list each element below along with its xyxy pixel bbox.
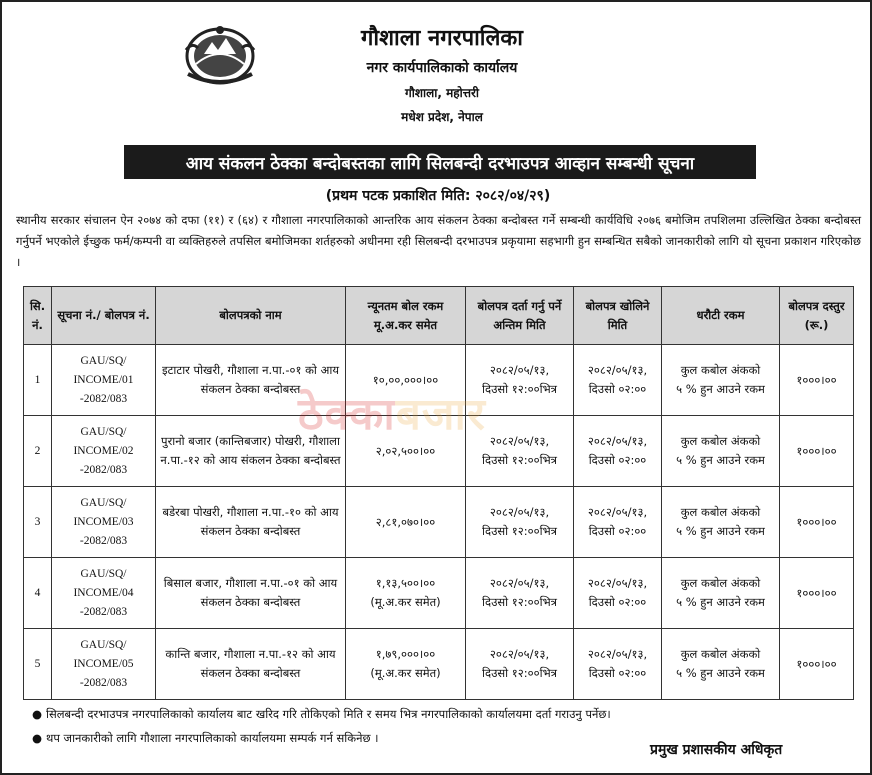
code-line: -2082/083 (79, 392, 128, 405)
deadline-line: २०८२/०५/१३, (489, 363, 550, 377)
table-row (24, 416, 854, 487)
office-name: नगर कार्यपालिकाको कार्यालय (366, 60, 518, 76)
min-bid-line: १,१३,५००।०० (375, 576, 436, 590)
cell-min-bid (346, 345, 466, 416)
header-name: बोलपत्रको नाम (156, 287, 346, 345)
office-address: गौशाला, महोत्तरी (404, 86, 480, 100)
deposit-line: कुल कबोल अंकको (680, 647, 761, 661)
bullet-item (32, 702, 852, 726)
deposit-line: ५ % हुन आउने रकम (676, 595, 765, 609)
min-bid-line: १,७९,०००।०० (375, 647, 436, 661)
header-code: सूचना नं./ बोलपत्र नं. (52, 287, 156, 345)
opening-line: दिउसो ०२:०० (588, 666, 647, 680)
cell-min-bid (346, 558, 466, 629)
cell-code (52, 558, 156, 629)
cell-opening (574, 558, 662, 629)
table-row (24, 558, 854, 629)
cell-sn: 5 (24, 629, 52, 700)
cell-fee: १०००।०० (780, 345, 854, 416)
code-line: INCOME/05 (73, 657, 134, 670)
publish-date: (प्रथम पटक प्रकाशित मिति: २०८२/०४/२९) (325, 188, 551, 204)
cell-opening (574, 416, 662, 487)
deadline-line: दिउसो १२:००भित्र (482, 524, 557, 538)
cell-name: कान्ति बजार, गौशाला न.पा.-१२ को आय संकलन ठेक्का बन्दोबस्त (156, 629, 346, 700)
code-line: INCOME/03 (73, 515, 134, 528)
opening-line: २०८२/०५/१३, (587, 505, 648, 519)
table-row (24, 345, 854, 416)
signature-title: प्रमुख प्रशासकीय अधिकृत (650, 742, 783, 758)
cell-deposit (662, 558, 780, 629)
code-line: -2082/083 (79, 463, 128, 476)
office-province: मधेश प्रदेश, नेपाल (401, 110, 483, 124)
cell-name: बडेरबा पोखरी, गौशाला न.पा.-१० को आय संकलन ठेक्का बन्दोबस्त (156, 487, 346, 558)
deadline-line: दिउसो १२:००भित्र (482, 382, 557, 396)
min-bid-line: १०,००,०००।०० (372, 372, 439, 387)
tender-table (23, 286, 854, 700)
intro-paragraph: स्थानीय सरकार संचालन ऐन २०७४ को दफा (११) र (६४) र गौशाला नगरपालिकाको आन्तरिक आय संकलन ठेक्का बन्दोबस्त गर्ने सम्बन्धी कार्यविधि २०७६ बमोजिम तपशिलमा उल्लिखित ठेक्का बन्दोबस्त गर्नुपर्ने भएकोले ईच्छुक फर्म/कम्पनी वा व्यक्तिहरुले तपसिल बमोजिमका शर्तहरुको अधीनमा रही सिलबन्दी दरभाउपत्र प्रकृयामा सहभागी हुन सम्बन्धित सबैको जानकारीको लागि यो सूचना प्रकाशन गरिएकोछ । (16, 213, 861, 269)
opening-line: २०८२/०५/१३, (587, 576, 648, 590)
deposit-line: कुल कबोल अंकको (680, 576, 761, 590)
deadline-line: दिउसो १२:००भित्र (482, 595, 557, 609)
opening-line: २०८२/०५/१३, (587, 363, 648, 377)
opening-line: दिउसो ०२:०० (588, 453, 647, 467)
cell-opening (574, 629, 662, 700)
municipality-name: गौशाला नगरपालिका (360, 26, 523, 51)
cell-deposit (662, 629, 780, 700)
opening-line: दिउसो ०२:०० (588, 382, 647, 396)
cell-sn: 2 (24, 416, 52, 487)
cell-name: पुरानो बजार (कान्तिबजार) पोखरी, गौशाला न.पा.-१२ को आय संकलन ठेक्का बन्दोबस्त (156, 416, 346, 487)
code-line: INCOME/01 (73, 373, 134, 386)
cell-name: बिसाल बजार, गौशाला न.पा.-०१ को आय संकलन ठेक्का बन्दोबस्त (156, 558, 346, 629)
cell-deadline (466, 416, 574, 487)
cell-min-bid (346, 487, 466, 558)
code-line: GAU/SQ/ (80, 425, 127, 438)
min-bid-line: २,८१,०७०।०० (375, 514, 436, 529)
min-bid-line: (मू.अ.कर समेत) (370, 666, 441, 680)
cell-code (52, 416, 156, 487)
cell-deadline (466, 558, 574, 629)
code-line: GAU/SQ/ (80, 354, 127, 367)
code-line: GAU/SQ/ (80, 496, 127, 509)
header-sn: सि. नं. (24, 287, 52, 345)
notice-title: आय संकलन ठेक्का बन्दोबस्तका लागि सिलबन्दी दरभाउपत्र आव्हान सम्बन्धी सूचना (124, 145, 756, 179)
header-min-bid: न्यूनतम बोल रकम मू.अ.कर समेत (346, 287, 466, 345)
cell-min-bid (346, 416, 466, 487)
cell-name: इटाटार पोखरी, गौशाला न.पा.-०१ को आय संकलन ठेक्का बन्दोबस्त (156, 345, 346, 416)
bullet-text: सिलबन्दी दरभाउपत्र नगरपालिकाको कार्यालय बाट खरिद गरि तोकिएको मिति र समय भित्र नगरपालिकाको कार्यालयमा दर्ता गराउनु पर्नेछ। (46, 707, 611, 721)
deadline-line: दिउसो १२:००भित्र (482, 666, 557, 680)
table-row (24, 487, 854, 558)
cell-fee: १०००।०० (780, 558, 854, 629)
cell-code (52, 629, 156, 700)
opening-line: दिउसो ०२:०० (588, 595, 647, 609)
deposit-line: ५ % हुन आउने रकम (676, 524, 765, 538)
header-opening: बोलपत्र खोलिने मिति (574, 287, 662, 345)
table-row (24, 629, 854, 700)
code-line: GAU/SQ/ (80, 567, 127, 580)
code-line: GAU/SQ/ (80, 638, 127, 651)
opening-line: दिउसो ०२:०० (588, 524, 647, 538)
bullet-dot-icon: ● (32, 707, 43, 721)
cell-code (52, 345, 156, 416)
deadline-line: २०८२/०५/१३, (489, 505, 550, 519)
code-line: -2082/083 (79, 605, 128, 618)
cell-deposit (662, 416, 780, 487)
deposit-line: कुल कबोल अंकको (680, 434, 761, 448)
cell-fee: १०००।०० (780, 487, 854, 558)
watermark-part1: ठेक्का (298, 389, 396, 440)
deadline-line: २०८२/०५/१३, (489, 434, 550, 448)
bullet-text: थप जानकारीको लागि गौशाला नगरपालिकाको कार्यालयमा सम्पर्क गर्न सकिनेछ । (46, 731, 379, 745)
cell-deposit (662, 487, 780, 558)
watermark-part2: बजार (395, 389, 486, 440)
cell-opening (574, 487, 662, 558)
min-bid-line: २,०२,५००।०० (375, 443, 436, 458)
cell-sn: 3 (24, 487, 52, 558)
deadline-line: २०८२/०५/१३, (489, 647, 550, 661)
bullet-dot-icon: ● (32, 731, 43, 745)
cell-sn: 4 (24, 558, 52, 629)
code-line: -2082/083 (79, 534, 128, 547)
cell-min-bid (346, 629, 466, 700)
cell-deadline (466, 629, 574, 700)
opening-line: २०८२/०५/१३, (587, 647, 648, 661)
cell-code (52, 487, 156, 558)
cell-deposit (662, 345, 780, 416)
deadline-line: दिउसो १२:००भित्र (482, 453, 557, 467)
deadline-line: २०८२/०५/१३, (489, 576, 550, 590)
code-line: -2082/083 (79, 676, 128, 689)
header-deadline: बोलपत्र दर्ता गर्नु पर्ने अन्तिम मिति (466, 287, 574, 345)
cell-deadline (466, 345, 574, 416)
table-header-row (24, 287, 854, 345)
deposit-line: कुल कबोल अंकको (680, 363, 761, 377)
header-fee: बोलपत्र दस्तुर (रू.) (780, 287, 854, 345)
cell-fee: १०००।०० (780, 629, 854, 700)
min-bid-line: (मू.अ.कर समेत) (370, 595, 441, 609)
deposit-line: ५ % हुन आउने रकम (676, 666, 765, 680)
opening-line: २०८२/०५/१३, (587, 434, 648, 448)
deposit-line: कुल कबोल अंकको (680, 505, 761, 519)
cell-sn: 1 (24, 345, 52, 416)
code-line: INCOME/04 (73, 586, 134, 599)
cell-fee: १०००।०० (780, 416, 854, 487)
cell-deadline (466, 487, 574, 558)
cell-opening (574, 345, 662, 416)
deposit-line: ५ % हुन आउने रकम (676, 453, 765, 467)
header-deposit: धरौटी रकम (662, 287, 780, 345)
code-line: INCOME/02 (73, 444, 134, 457)
deposit-line: ५ % हुन आउने रकम (676, 382, 765, 396)
